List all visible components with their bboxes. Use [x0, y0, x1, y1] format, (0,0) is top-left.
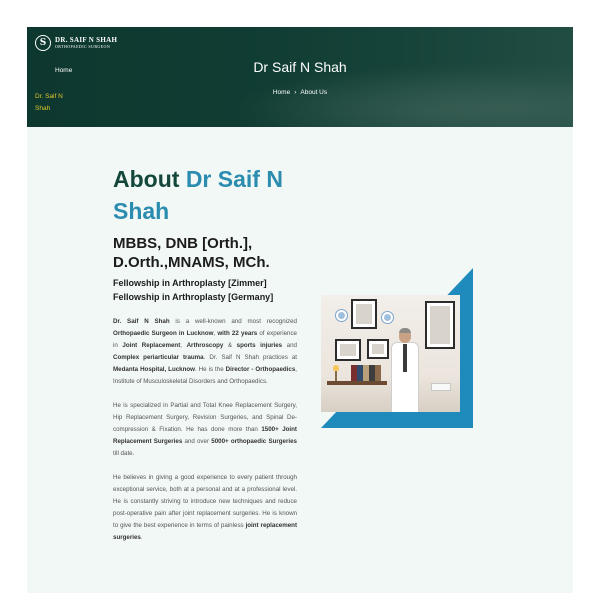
decor-plate [335, 309, 348, 322]
credentials: MBBS, DNB [Orth.], D.Orth.,MNAMS, MCh. [113, 235, 270, 271]
bio-strong: Director - Orthopaedics [225, 366, 296, 373]
doctor-figure [391, 329, 419, 412]
bio-text: till date. [113, 450, 135, 457]
bio-paragraph-2 [113, 400, 297, 460]
logo-name: DR. SAIF N SHAH [55, 36, 118, 44]
about-content [113, 163, 297, 544]
site-logo[interactable] [35, 35, 117, 51]
doctor-photo-block [321, 268, 473, 428]
wall-frame [425, 301, 455, 349]
shelf [327, 381, 387, 385]
hair [399, 328, 411, 333]
bio-text: . He is the [195, 366, 226, 373]
breadcrumb-current: About Us [300, 89, 328, 96]
bio-strong: Orthopaedic Surgeon in Lucknow [113, 330, 214, 337]
bio-strong: Medanta Hospital, Lucknow [113, 366, 196, 373]
wall-frame [335, 339, 361, 361]
breadcrumb-separator-icon: › [294, 89, 297, 96]
bio-text: of experience in [113, 330, 297, 349]
fellowship-item: Fellowship in Arthroplasty [Germany] [113, 292, 274, 302]
bio-paragraph-3 [113, 472, 297, 544]
fellowship-list [113, 276, 297, 304]
logo-subtitle: ORTHOPAEDIC SURGEON [55, 44, 111, 49]
bio-text: , Institute of Musculoskeletal Disorders and Orthopaedics. [113, 366, 298, 385]
bio-text: is a well-known and most recognized [169, 318, 297, 325]
page-frame [27, 27, 573, 593]
book-row [351, 365, 381, 381]
bio-strong: 5000+ orthopaedic Surgeries [211, 438, 297, 445]
about-heading-name: Dr Saif N Shah [113, 166, 283, 224]
logo-mark-icon: S [35, 35, 51, 51]
bio-text: & [223, 342, 237, 349]
bio-text: and over [182, 438, 212, 445]
bio-strong: Joint Replacement [122, 342, 181, 349]
fellowship-item: Fellowship in Arthroplasty [Zimmer] [113, 278, 267, 288]
about-heading [113, 163, 297, 227]
lamp-icon [331, 365, 341, 381]
nav-item-home[interactable]: Home [55, 67, 73, 74]
breadcrumb-home-link[interactable]: Home [272, 89, 291, 96]
doctor-photo [321, 295, 460, 412]
tie [403, 344, 407, 372]
bio-text: He believes in giving a good experience to every patient through exceptional service, both at a personal and at a professional level. He is constantly striving to introduce new techniques and reduce post-operative pain after joint replacement surgeries. He is known to give the best experience in terms of painless [113, 474, 297, 529]
bio-strong: Complex periarticular trauma [113, 354, 204, 361]
bio-strong: Dr. Saif N Shah [113, 318, 170, 325]
bio-strong: joint replacement surgeries [113, 522, 298, 541]
bio-text: . [140, 534, 143, 541]
bio-strong: with 22 years [217, 330, 258, 337]
bio-text: He is specialized in Partial and Total Knee Replacement Surgery, Hip Replacement Surgery, Revision Surgeries, and Spinal De-compression & Fixation. He has done more than [113, 402, 297, 433]
bio-strong: sports injuries [236, 342, 283, 349]
nav-item-dr-saif-n-shah[interactable]: Dr. Saif N Shah [35, 93, 63, 112]
bio-strong: 1500+ Joint Replacement Surgeries [113, 426, 297, 445]
sink [431, 383, 451, 391]
bio-text: , [180, 342, 187, 349]
bio-text: and [282, 342, 297, 349]
breadcrumb [27, 89, 573, 96]
page-title: Dr Saif N Shah [253, 59, 347, 75]
bio-paragraph-1 [113, 316, 297, 388]
logo-text [55, 37, 117, 49]
hero-banner [27, 27, 573, 127]
bio-strong: Arthroscopy [186, 342, 224, 349]
wall-frame [351, 299, 377, 329]
wall-frame [367, 339, 389, 359]
decor-plate [381, 311, 394, 324]
bio-text: . Dr. Saif N Shah practices at [203, 354, 297, 361]
about-heading-prefix: About [113, 166, 180, 192]
bio-text: , [213, 330, 218, 337]
